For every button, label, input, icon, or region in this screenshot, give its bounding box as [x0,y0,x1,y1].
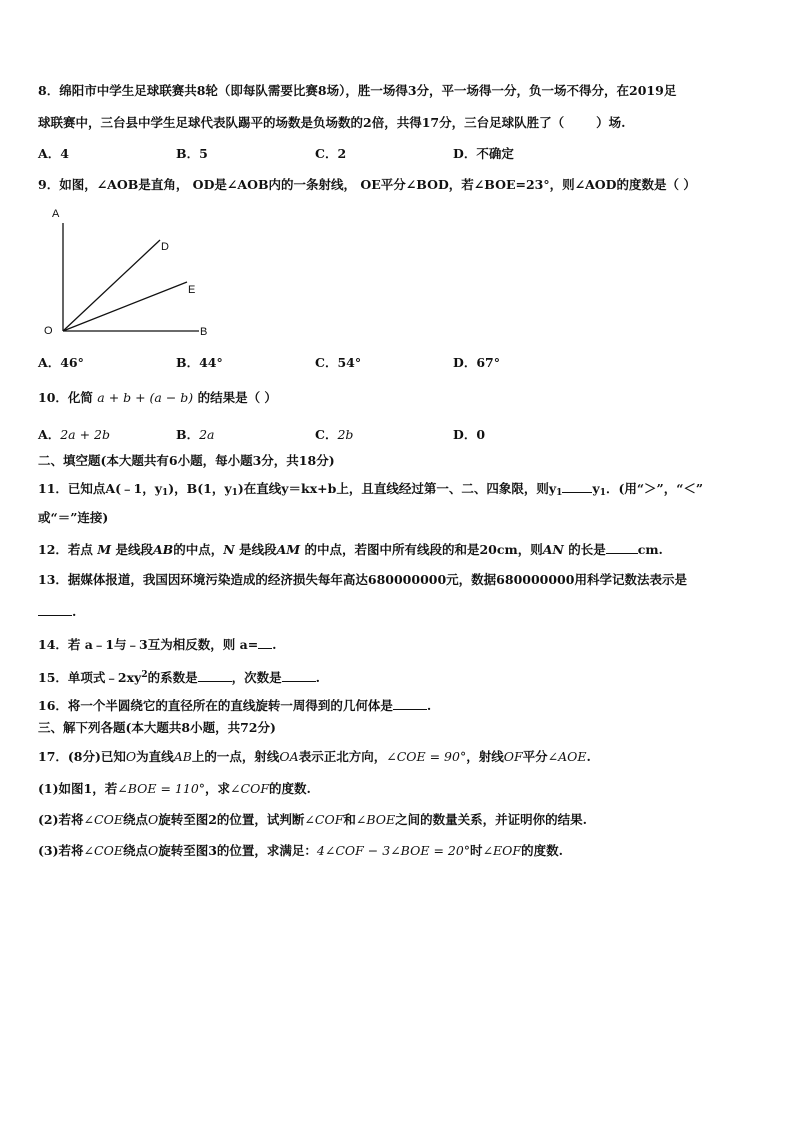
q10-expression: a + b + (a − b) [97,390,194,405]
answer-blank [562,480,592,493]
q10-prefix: 10．化简 [38,390,93,405]
q9-option-c: C．54° [315,355,362,370]
q10-option-c: C．2b [315,427,354,442]
label-e: E [188,284,196,296]
section-heading-solve: 三、解下列各题(本大题共8小题，共72分) [38,720,276,735]
q9-option-b: B．44° [176,355,223,370]
q8-option-a: A．4 [38,146,69,161]
q8-line1: 8．绵阳市中学生足球联赛共8轮（即每队需要比赛8场），胜一场得3分，平一场得一分，负一场不得分，在2019足 [38,83,677,98]
q8-option-d: D．不确定 [453,146,514,161]
angle-figure [40,205,225,340]
answer-blank [282,669,316,682]
section-heading-fill-in: 二、填空题(本大题共有6小题，每小题3分，共18分) [38,453,335,468]
q8-line2-end: ）场. [596,115,626,130]
q8-option-c: C．2 [315,146,347,161]
answer-blank [606,541,638,554]
q17-part2: (2)若将∠COE绕点O旋转至图2的位置，试判断∠COF和∠BOE之间的数量关系，并证明你的结果. [38,812,588,827]
q8-line2-text: 球联赛中，三台县中学生足球代表队踢平的场数是负场数的2倍，共得17分，三台足球队胜了（ [38,115,565,130]
q10-option-a: A．2a + 2b [38,427,110,442]
label-a: A [52,208,60,220]
q9-option-a: A．46° [38,355,84,370]
answer-blank [393,697,427,710]
q11-line2: 或“＝”连接) [38,510,109,525]
q13-line2: . [38,603,76,620]
q16-stem: 16．将一个半圆绕它的直径所在的直线旋转一周得到的几何体是 . [38,698,432,713]
label-o: O [44,325,53,337]
q10-option-d: D．0 [453,427,486,442]
q11-line1: 11．已知点A(﹣1，$y_1$)，B(1，$y_1$)在直线y＝kx+b上，且直线经过第一、二、四象限，则$y_1$ $y_1$．(用“＞”，“＜” [38,481,704,498]
q17-part1: (1)如图1，若∠BOE = 110°，求∠COF的度数. [38,781,311,796]
q17-part3: (3)若将∠COE绕点O旋转至图3的位置，求满足：4∠COF − 3∠BOE = 20°时∠EOF的度数. [38,843,563,858]
label-b: B [200,326,208,338]
answer-blank [258,636,272,649]
ray-oe [63,282,187,331]
label-d: D [161,241,169,253]
answer-blank [198,669,232,682]
q10-option-b: B．2a [176,427,215,442]
answer-blank [38,603,72,616]
q15-stem: 15．单项式$﹣2xy^2$的系数是 ，次数是 . [38,670,320,685]
q9-stem: 9．如图，∠AOB是直角， OD是∠AOB内的一条射线， OE平分∠BOD，若∠BOE=23°，则∠AOD的度数是（ ） [38,177,696,192]
q14-stem: 14．若 a﹣1与﹣3互为相反数，则 a= . [38,637,277,652]
q10-suffix: 的结果是（ ） [197,390,277,405]
q12-stem: 12．若点 M 是线段AB的中点，N 是线段AM 的中点，若图中所有线段的和是20cm，则AN 的长是 cm. [38,542,663,557]
q10-stem [38,390,277,406]
q13-line1: 13．据媒体报道，我国因环境污染造成的经济损失每年高达680000000元，数据680000000用科学记数法表示是 [38,572,687,587]
q8-line2 [38,115,625,131]
q8-option-b: B．5 [176,146,208,161]
q9-option-d: D．67° [453,355,500,370]
ray-od [63,240,160,331]
q17-stem: 17．(8分)已知O为直线AB上的一点，射线OA表示正北方向，∠COE = 90°，射线OF平分∠AOE. [38,749,591,764]
